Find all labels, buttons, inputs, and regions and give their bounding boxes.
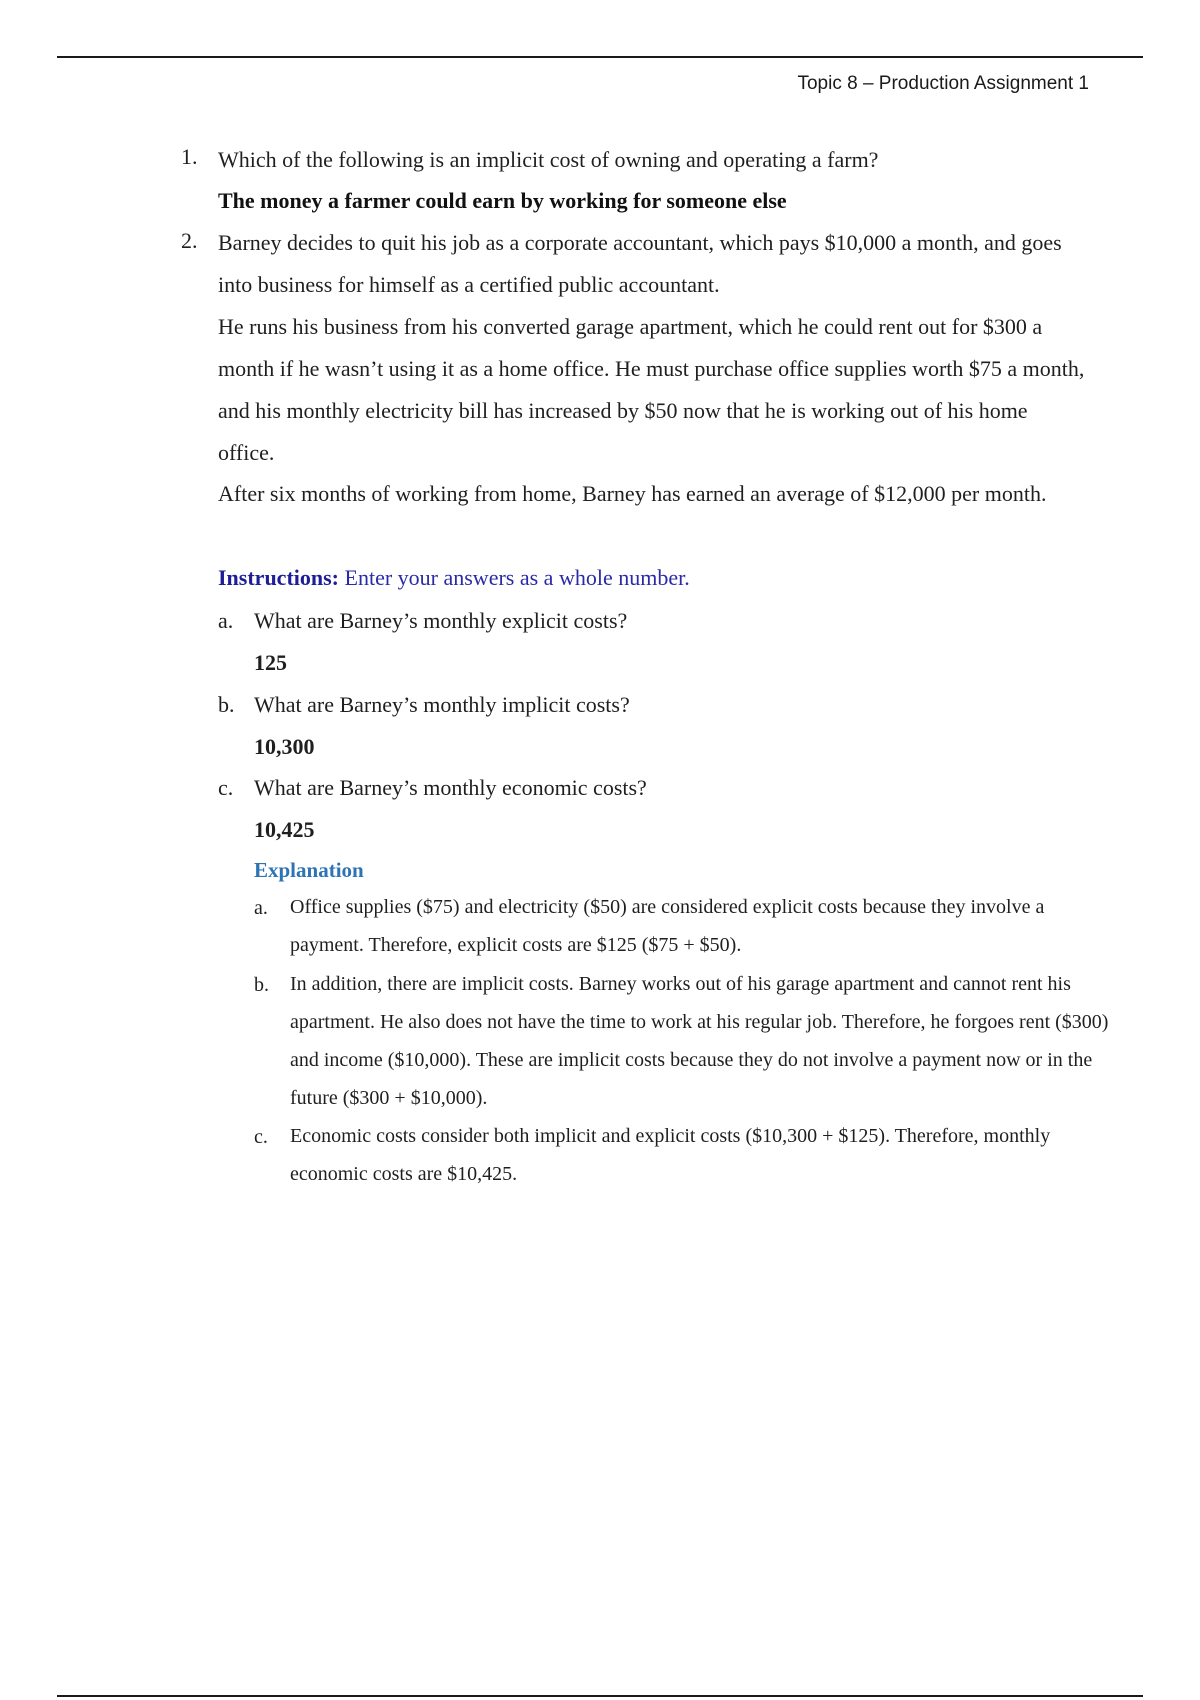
question-1-number: 1.	[181, 144, 198, 169]
part-c-letter: c.	[218, 775, 234, 800]
part-b-letter: b.	[218, 692, 235, 717]
explanation-a-letter: a.	[254, 897, 268, 919]
question-1-text: Which of the following is an implicit cost of owning and operating a farm?	[218, 147, 879, 172]
question-2-instructions	[218, 557, 1088, 599]
part-b-question: What are Barney’s monthly implicit costs?	[254, 692, 630, 717]
instructions-label: Instructions:	[218, 565, 340, 590]
part-c-answer: 10,425	[254, 817, 315, 842]
explanation-b-letter: b.	[254, 974, 269, 996]
part-b-answer: 10,300	[254, 734, 315, 759]
question-2-paragraph-3: After six months of working from home, Barney has earned an average of $12,000 per month.	[218, 481, 1047, 506]
question-2-paragraph-2: He runs his business from his converted garage apartment, which he could rent out for $300 a month if he wasn’t using it as a home office. He must purchase office supplies worth $75 a month, and his monthly electricity bill has increased by $50 now that he is working out of his home office.	[218, 314, 1085, 465]
question-2-number: 2.	[181, 228, 198, 253]
header-rule	[57, 56, 1143, 58]
part-a-letter: a.	[218, 608, 234, 633]
footer-rule	[57, 1695, 1143, 1697]
explanation-c-text: Economic costs consider both implicit and explicit costs ($10,300 + $125). Therefore, monthly economic costs are $10,425.	[290, 1125, 1051, 1185]
explanation-b-text: In addition, there are implicit costs. Barney works out of his garage apartment and cannot rent his apartment. He also does not have the time to work at his regular job. Therefore, he forgoes rent ($300) and income ($10,000). These are implicit costs because they do not involve a payment now or in the future ($300 + $10,000).	[290, 973, 1109, 1109]
page-header-title: Topic 8 – Production Assignment 1	[797, 73, 1089, 94]
part-a-question: What are Barney’s monthly explicit costs?	[254, 608, 628, 633]
instructions-text: Enter your answers as a whole number.	[344, 565, 690, 590]
part-c-question: What are Barney’s monthly economic costs?	[254, 775, 647, 800]
explanation-title: Explanation	[254, 858, 364, 882]
explanation-a-text: Office supplies ($75) and electricity ($50) are considered explicit costs because they involve a payment. Therefore, explicit costs are $125 ($75 + $50).	[290, 896, 1045, 956]
question-2-paragraph-1: Barney decides to quit his job as a corporate accountant, which pays $10,000 a month, and goes into business for himself as a certified public accountant.	[218, 230, 1062, 297]
question-1-answer: The money a farmer could earn by working for someone else	[218, 188, 787, 213]
explanation-c-letter: c.	[254, 1126, 268, 1148]
part-a-answer: 125	[254, 650, 287, 675]
